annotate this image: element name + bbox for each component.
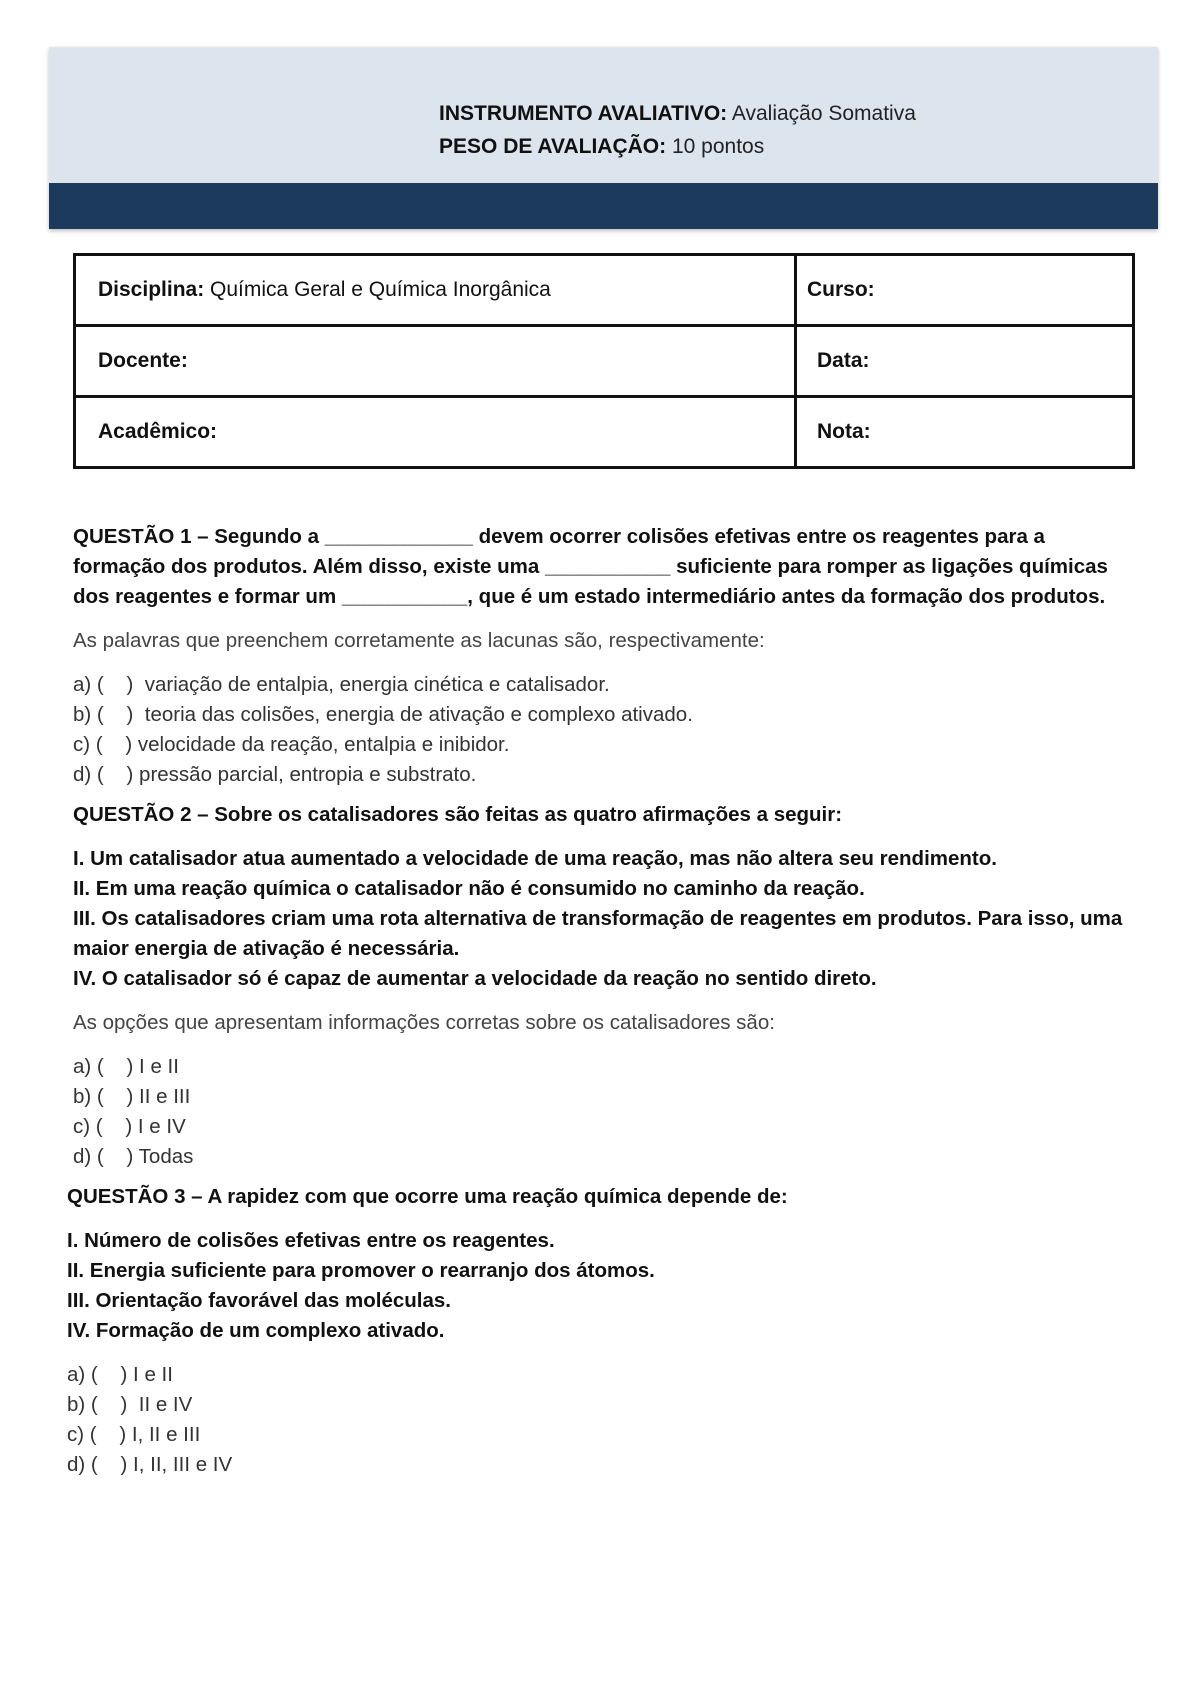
option-a[interactable]: a) ( ) variação de entalpia, energia cinética e catalisador. bbox=[73, 673, 610, 696]
course-label: Curso: bbox=[807, 278, 875, 301]
teacher-label: Docente: bbox=[98, 349, 188, 372]
discipline-label: Disciplina: bbox=[98, 278, 205, 301]
question-1-prompt: As palavras que preenchem corretamente as lacunas são, respectivamente: bbox=[73, 629, 765, 652]
weight-value: 10 pontos bbox=[671, 135, 765, 158]
option-d[interactable]: d) ( ) Todas bbox=[73, 1145, 194, 1168]
question-3-statements bbox=[67, 1226, 1153, 1346]
grade-label: Nota: bbox=[817, 420, 871, 443]
option-d[interactable]: d) ( ) pressão parcial, entropia e substrato. bbox=[73, 763, 477, 786]
question-2-options bbox=[73, 1052, 1153, 1172]
statement-4: IV. O catalisador só é capaz de aumentar a velocidade da reação no sentido direto. bbox=[73, 967, 877, 990]
option-b[interactable]: b) ( ) teoria das colisões, energia de ativação e complexo ativado. bbox=[73, 703, 693, 726]
option-c[interactable]: c) ( ) velocidade da reação, entalpia e inibidor. bbox=[73, 733, 510, 756]
weight-label: PESO DE AVALIAÇÃO: bbox=[439, 135, 667, 158]
question-2-statements bbox=[73, 844, 1153, 994]
option-c[interactable]: c) ( ) I e IV bbox=[73, 1115, 186, 1138]
statement-3: III. Orientação favorável das moléculas. bbox=[67, 1289, 451, 1312]
statement-2: II. Energia suficiente para promover o rearranjo dos átomos. bbox=[67, 1259, 655, 1282]
instrument-label: INSTRUMENTO AVALIATIVO: bbox=[439, 102, 728, 125]
course-cell[interactable] bbox=[796, 255, 1134, 326]
question-3-text: QUESTÃO 3 – A rapidez com que ocorre uma reação química depende de: bbox=[67, 1185, 788, 1208]
weight-line bbox=[439, 130, 916, 163]
option-d[interactable]: d) ( ) I, II, III e IV bbox=[67, 1453, 233, 1476]
info-table bbox=[73, 253, 1135, 469]
option-a[interactable]: a) ( ) I e II bbox=[67, 1363, 173, 1386]
statement-4: IV. Formação de um complexo ativado. bbox=[67, 1319, 445, 1342]
statement-1: I. Número de colisões efetivas entre os reagentes. bbox=[67, 1229, 555, 1252]
question-2-prompt: As opções que apresentam informações corretas sobre os catalisadores são: bbox=[73, 1011, 775, 1034]
info-row bbox=[75, 397, 1134, 468]
date-cell[interactable] bbox=[796, 326, 1134, 397]
instrument-value: Avaliação Somativa bbox=[731, 102, 916, 125]
option-b[interactable]: b) ( ) II e III bbox=[73, 1085, 191, 1108]
info-row bbox=[75, 326, 1134, 397]
question-1-text: QUESTÃO 1 – Segundo a _____________ devem ocorrer colisões efetivas entre os reagentes para a formação dos produtos. Além disso, existe uma ___________ suficiente para romper as ligações químicas dos reagentes e formar um ___________, que é um estado intermediário antes da formação dos produtos. bbox=[73, 525, 1108, 608]
header-info bbox=[439, 97, 916, 163]
info-row bbox=[75, 255, 1134, 326]
question-1-options bbox=[73, 670, 1153, 790]
statement-1: I. Um catalisador atua aumentado a velocidade de uma reação, mas não altera seu rendimento. bbox=[73, 847, 997, 870]
student-cell[interactable] bbox=[75, 397, 796, 468]
page-header bbox=[49, 47, 1158, 229]
discipline-value: Química Geral e Química Inorgânica bbox=[210, 278, 551, 301]
option-c[interactable]: c) ( ) I, II e III bbox=[67, 1423, 201, 1446]
question-2-text: QUESTÃO 2 – Sobre os catalisadores são feitas as quatro afirmações a seguir: bbox=[73, 803, 843, 826]
questions bbox=[67, 522, 1153, 1490]
statement-2: II. Em uma reação química o catalisador não é consumido no caminho da reação. bbox=[73, 877, 865, 900]
teacher-cell[interactable] bbox=[75, 326, 796, 397]
header-bar bbox=[49, 183, 1158, 229]
grade-cell[interactable] bbox=[796, 397, 1134, 468]
statement-3: III. Os catalisadores criam uma rota alternativa de transformação de reagentes em produtos. Para isso, uma maior energia de ativação é necessária. bbox=[73, 907, 1123, 960]
instrument-line bbox=[439, 97, 916, 130]
discipline-cell bbox=[75, 255, 796, 326]
date-label: Data: bbox=[817, 349, 870, 372]
option-b[interactable]: b) ( ) II e IV bbox=[67, 1393, 193, 1416]
question-3-options bbox=[67, 1360, 1153, 1480]
student-label: Acadêmico: bbox=[98, 420, 218, 443]
option-a[interactable]: a) ( ) I e II bbox=[73, 1055, 179, 1078]
